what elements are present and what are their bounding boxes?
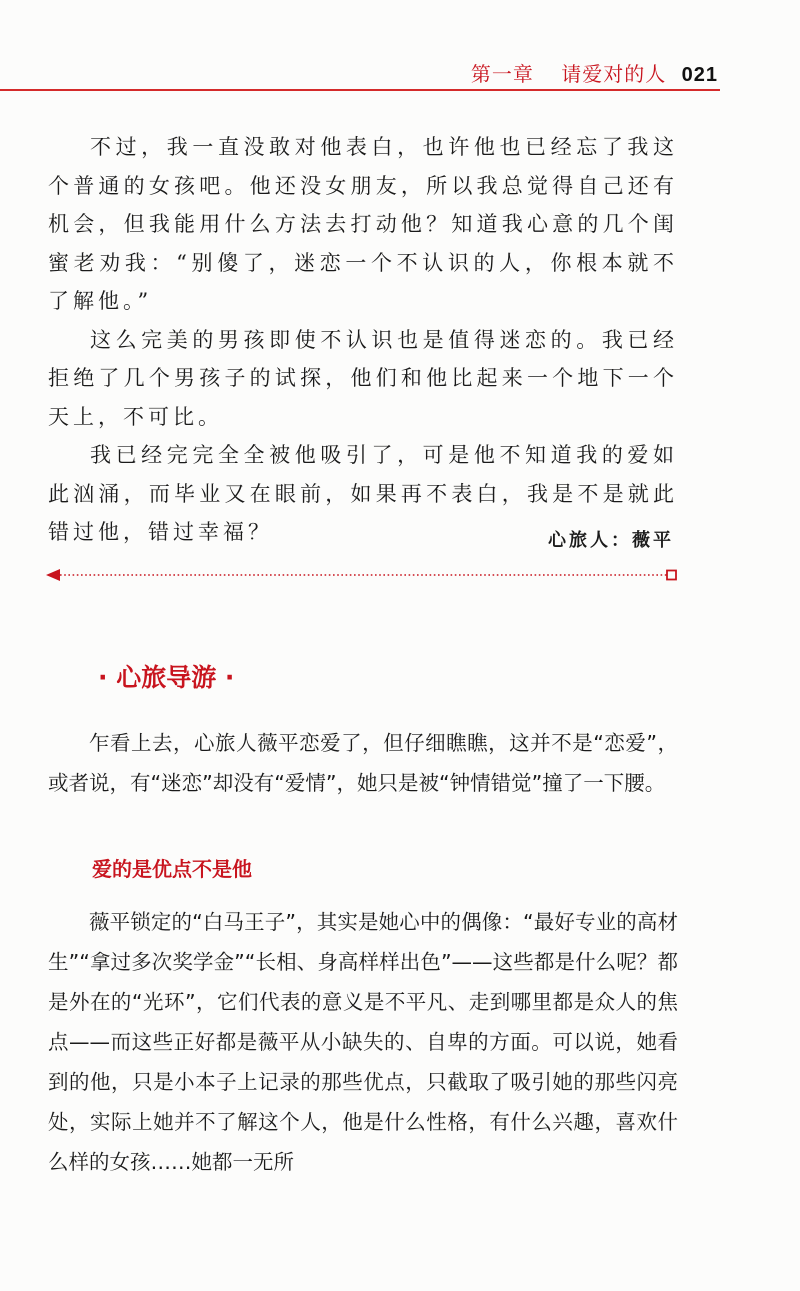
intro-text — [48, 723, 678, 803]
square-end-icon — [667, 571, 676, 580]
header-rule — [0, 89, 720, 91]
chapter-label: 第一章 — [470, 62, 534, 86]
section-title: · 心旅导游 · — [98, 663, 235, 692]
dotted-arrow-divider — [46, 567, 678, 583]
body-paragraph: 薇平锁定的“白马王子”，其实是她心中的偶像：“最好专业的高材生”“拿过多次奖学金”“长相、身高样样出色”——这些都是什么呢？都是外在的“光环”，它们代表的意义是不平凡、走到哪里都是众人的焦点——而这些正好都是薇平从小缺失的、自卑的方面。可以说，她看到的他，只是小本子上记录的那些优点，只截取了吸引她的那些闪亮处，实际上她并不了解这个人，他是什么性格，有什么兴趣，喜欢什么样的女孩……她都一无所 — [48, 910, 678, 1174]
letter-paragraph: 不过，我一直没敢对他表白，也许他也已经忘了我这个普通的女孩吧。他还没女朋友，所以我总觉得自己还有机会，但我能用什么方法去打动他？知道我心意的几个闺蜜老劝我：“别傻了，迷恋一个不认识的人，你根本就不了解他。” — [48, 135, 678, 313]
subheading: 爱的是优点不是他 — [92, 857, 252, 881]
letter-signature: 心旅人：薇平 — [548, 530, 674, 551]
arrow-left-icon — [46, 569, 60, 581]
running-header — [471, 58, 718, 87]
chapter-title: 请爱对的人 — [561, 62, 667, 86]
main-text — [48, 902, 678, 1182]
letter-paragraph: 我已经完完全全被他吸引了，可是他不知道我的爱如此汹涌，而毕业又在眼前，如果再不表白，我是不是就此错过他，错过幸福？ — [48, 443, 678, 544]
intro-paragraph: 乍看上去，心旅人薇平恋爱了，但仔细瞧瞧，这并不是“恋爱”，或者说，有“迷恋”却没有“爱情”，她只是被“钟情错觉”撞了一下腰。 — [48, 731, 678, 795]
letter-excerpt — [48, 128, 678, 552]
letter-paragraph: 这么完美的男孩即使不认识也是值得迷恋的。我已经拒绝了几个男孩子的试探，他们和他比起来一个地下一个天上，不可比。 — [48, 327, 678, 429]
page-number: 021 — [681, 64, 718, 86]
